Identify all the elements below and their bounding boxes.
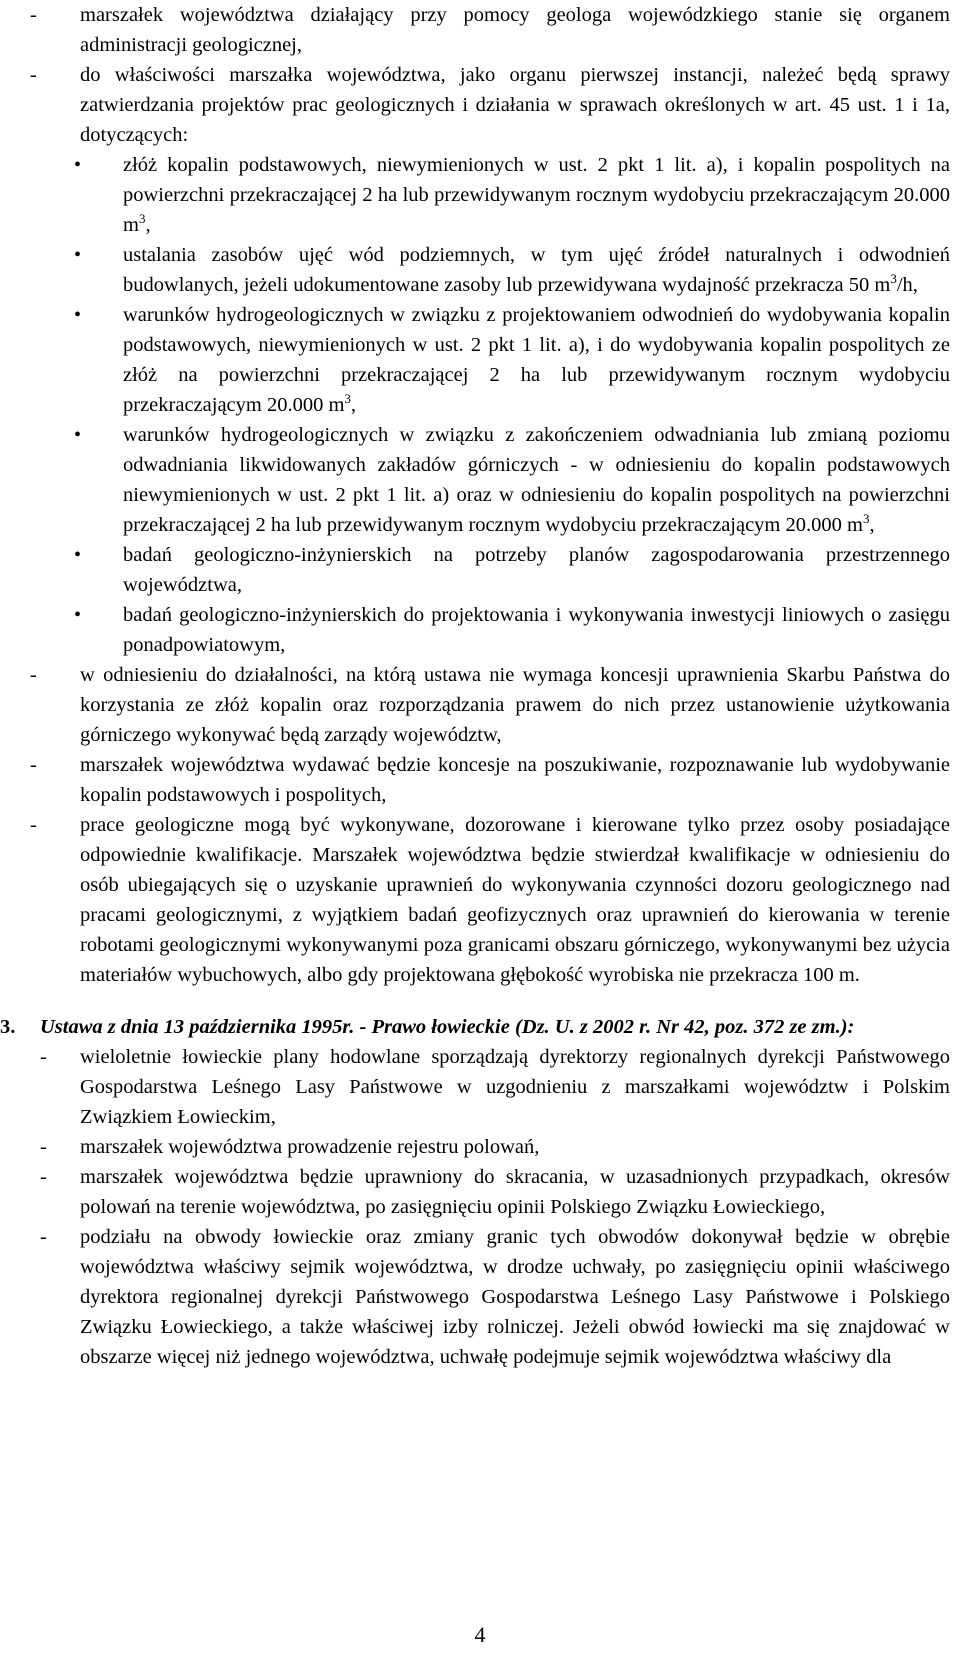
dash-marker: - xyxy=(30,664,37,686)
section-number: 3. xyxy=(0,1016,16,1038)
superscript: 3 xyxy=(890,271,897,287)
list-item xyxy=(0,1132,950,1162)
paragraph-text: marszałek województwa wydawać będzie koncesje na poszukiwanie, rozpoznawanie lub wydobywanie kopalin podstawowych i pospolitych, xyxy=(80,754,950,806)
list-item xyxy=(0,660,950,750)
list-item xyxy=(0,1222,950,1372)
paragraph-text: złóż kopalin podstawowych, niewymienionych w ust. 2 pkt 1 lit. a), i kopalin pospolitych na powierzchni przekraczającej 2 ha lub przewidywanym rocznym wydobyciu przekraczającym 20.000 m xyxy=(123,154,950,236)
bullet-marker: • xyxy=(74,544,82,566)
paragraph-text: prace geologiczne mogą być wykonywane, dozorowane i kierowane tylko przez osoby posiadające odpowiednie kwalifikacje. Marszałek województwa będzie stwierdzał kwalifikacje w odniesieniu do osób ubiegających się o uzyskanie uprawnień do wykonywania czynności dozoru geologicznego nad pracami geologicznymi, z wyjątkiem badań geofizycznych oraz uprawnień do kierowania w terenie robotami geologicznymi wykonywanymi poza granicami obszaru górniczego, wykonywanymi bez użycia materiałów wybuchowych, albo gdy projektowana głębokość wyrobiska nie przekracza 100 m. xyxy=(80,814,950,986)
list-item xyxy=(0,750,950,810)
list-item xyxy=(0,60,950,150)
paragraph-text: marszałek województwa działający przy pomocy geologa wojewódzkiego stanie się organem administracji geologicznej, xyxy=(80,4,950,56)
section-title: Ustawa z dnia 13 października 1995r. - Prawo łowieckie (Dz. U. z 2002 r. Nr 42, poz. 372 ze zm.): xyxy=(40,1016,855,1038)
list-item xyxy=(0,810,950,990)
paragraph-text: badań geologiczno-inżynierskich na potrzeby planów zagospodarowania przestrzennego województwa, xyxy=(123,544,950,596)
bullet-marker: • xyxy=(74,154,82,176)
page-number: 4 xyxy=(474,1622,486,1647)
bullet-marker: • xyxy=(74,604,82,626)
paragraph-tail: /h, xyxy=(896,274,918,296)
bullet-marker: • xyxy=(74,244,82,266)
dash-marker: - xyxy=(30,4,37,26)
bullet-item xyxy=(0,240,950,300)
paragraph-text: warunków hydrogeologicznych w związku z zakończeniem odwadniania lub zmianą poziomu odwadniania likwidowanych zakładów górniczych - w odniesieniu do kopalin podstawowych niewymienionych w ust. 2 pkt 1 lit. a) oraz w odniesieniu do kopalin pospolitych na powierzchni przekraczającej 2 ha lub przewidywanym rocznym wydobyciu przekraczającym 20.000 m xyxy=(123,424,950,536)
bullet-list xyxy=(0,150,960,660)
paragraph-text: wieloletnie łowieckie plany hodowlane sporządzają dyrektorzy regionalnych dyrekcji Państwowego Gospodarstwa Leśnego Lasy Państwowe w uzgodnieniu z marszałkami województw i Polskim Związkiem Łowieckim, xyxy=(80,1046,950,1128)
section-list xyxy=(0,1042,960,1372)
paragraph-text: badań geologiczno-inżynierskich do projektowania i wykonywania inwestycji liniowych o zasięgu ponadpowiatowym, xyxy=(123,604,950,656)
bullet-item xyxy=(0,300,950,420)
dash-marker: - xyxy=(30,814,37,836)
paragraph-text: ustalania zasobów ujęć wód podziemnych, w tym ujęć źródeł naturalnych i odwodnień budowlanych, jeżeli udokumentowane zasoby lub przewidywana wydajność przekracza 50 m xyxy=(123,244,950,296)
superscript: 3 xyxy=(862,511,870,527)
dash-marker: - xyxy=(40,1046,47,1068)
section-heading xyxy=(0,1012,950,1042)
bullet-item xyxy=(0,150,950,240)
paragraph-text: marszałek województwa prowadzenie rejestru polowań, xyxy=(80,1136,540,1158)
paragraph-text: marszałek województwa będzie uprawniony do skracania, w uzasadnionych przypadkach, okresów polowań na terenie województwa, po zasięgnięciu opinii Polskiego Związku Łowieckiego, xyxy=(80,1166,950,1218)
paragraph-text: w odniesieniu do działalności, na którą ustawa nie wymaga koncesji uprawnienia Skarbu Państwa do korzystania ze złóż kopalin oraz rozporządzania prawem do nich przez ustanowienie użytkowania górniczego wykonywać będą zarządy województw, xyxy=(80,664,950,746)
paragraph-text: do właściwości marszałka województwa, jako organu pierwszej instancji, należeć będą sprawy zatwierdzania projektów prac geologicznych i działania w sprawach określonych w art. 45 ust. 1 i 1a, dotyczących: xyxy=(80,64,950,146)
dash-marker: - xyxy=(30,754,37,776)
bullet-item xyxy=(0,600,950,660)
list-item xyxy=(0,1162,950,1222)
paragraph-text: warunków hydrogeologicznych w związku z projektowaniem odwodnień do wydobywania kopalin podstawowych, niewymienionych w ust. 2 pkt 1 lit. a), i do wydobywania kopalin pospolitych ze złóż na powierzchni przekraczającej 2 ha lub przewidywanym rocznym wydobyciu przekraczającym 20.000 m xyxy=(123,304,950,416)
bullet-item xyxy=(0,540,950,600)
dash-marker: - xyxy=(30,64,37,86)
paragraph-tail: , xyxy=(350,394,357,416)
list-item xyxy=(0,0,950,60)
dash-marker: - xyxy=(40,1136,47,1158)
superscript: 3 xyxy=(138,211,146,227)
list-item xyxy=(0,1042,950,1132)
dash-marker: - xyxy=(40,1226,47,1248)
bullet-marker: • xyxy=(74,424,82,446)
paragraph-text: podziału na obwody łowieckie oraz zmiany granic tych obwodów dokonywał będzie w obrębie województwa właściwy sejmik województwa, w drodze uchwały, po zasięgnięciu opinii właściwego dyrektora regionalnej dyrekcji Państwowego Gospodarstwa Leśnego Lasy Państwowe i Polskiego Związku Łowieckiego, a także właściwej izby rolniczej. Jeżeli obwód łowiecki ma się znajdować w obszarze więcej niż jednego województwa, uchwałę podejmuje sejmik województwa właściwy dla xyxy=(80,1226,950,1368)
paragraph-tail: , xyxy=(145,214,151,236)
bullet-marker: • xyxy=(74,304,82,326)
bullet-item xyxy=(0,420,950,540)
paragraph-tail: , xyxy=(869,514,875,536)
dash-marker: - xyxy=(40,1166,47,1188)
superscript: 3 xyxy=(344,391,351,407)
